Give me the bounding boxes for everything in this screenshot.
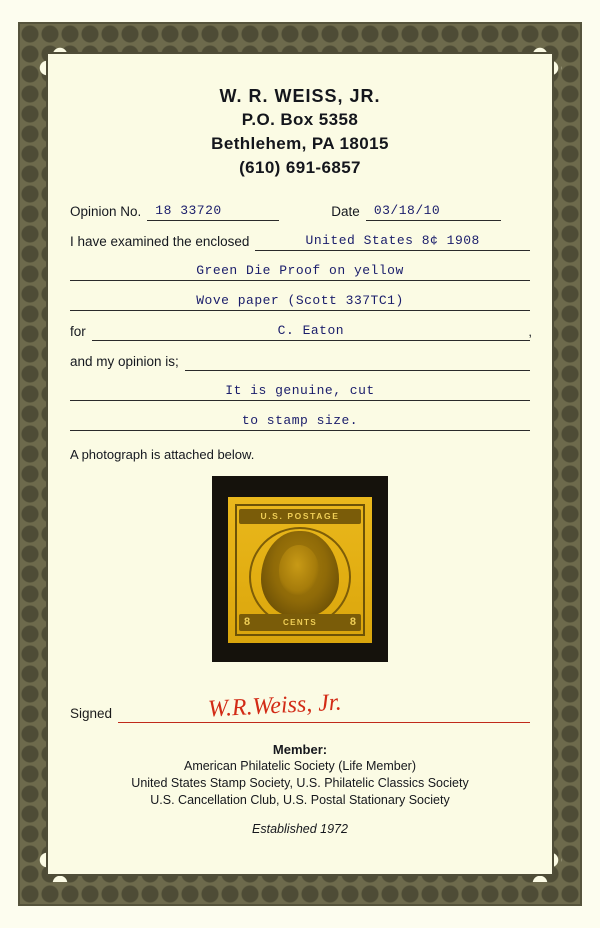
stamp-denomination-right: 8: [349, 616, 356, 628]
stamp-image: [228, 497, 372, 643]
signed-label: Signed: [70, 706, 113, 721]
opinion-field-line-1[interactable]: [70, 382, 530, 401]
opinion-field-line-2[interactable]: [70, 412, 530, 431]
opinion-row-label: [70, 352, 530, 371]
member-title: Member:: [272, 742, 328, 757]
examined-line-2-value: Green Die Proof on yellow: [196, 263, 404, 278]
opinion-label: and my opinion is;: [70, 354, 179, 369]
photograph-note: A photograph is attached below.: [70, 447, 255, 462]
expertizer-name: W. R. WEISS, JR.: [219, 86, 381, 106]
examined-line-3-value: Wove paper (Scott 337TC1): [196, 293, 404, 308]
examined-field-line-3[interactable]: [70, 292, 530, 311]
opinion-row-2: [70, 412, 530, 431]
opinion-line-2-value: to stamp size.: [241, 413, 359, 428]
stamp-denomination-left: 8: [244, 616, 251, 628]
opinion-no-label: Opinion No.: [70, 204, 142, 219]
examined-field-line-1[interactable]: [255, 232, 530, 251]
certificate-content: [48, 54, 552, 874]
for-row: [70, 322, 530, 341]
stamp-top-band: [239, 509, 361, 524]
opinion-row-1: [70, 382, 530, 401]
opinion-date-row: [70, 202, 530, 221]
for-value: C. Eaton: [277, 323, 345, 338]
examined-row-1: [70, 232, 530, 251]
date-label: Date: [331, 204, 360, 219]
examined-field-line-2[interactable]: [70, 262, 530, 281]
examined-row-2: [70, 262, 530, 281]
examined-row-3: [70, 292, 530, 311]
washington-portrait: [261, 531, 339, 617]
for-label: for: [70, 324, 86, 339]
letterhead: [70, 84, 530, 180]
membership-block: [70, 741, 530, 838]
certificate-form: [70, 202, 530, 462]
member-line-2: United States Stamp Society, U.S. Philatelic Classics Society: [131, 776, 469, 790]
city-state-zip: Bethlehem, PA 18015: [211, 134, 389, 153]
phone-number: (610) 691-6857: [239, 158, 361, 177]
opinion-no-field[interactable]: [147, 202, 279, 221]
signature-mark: W.R.Weiss, Jr.: [207, 689, 343, 723]
signature-field[interactable]: [118, 689, 530, 723]
opinion-field-line-0[interactable]: [185, 352, 530, 371]
date-value: 03/18/10: [373, 203, 441, 218]
stamp-bottom-band: [239, 614, 361, 631]
established-text: Established 1972: [252, 822, 348, 836]
opinion-no-value: 18 33720: [155, 203, 222, 218]
member-line-3: U.S. Cancellation Club, U.S. Postal Stationary Society: [150, 793, 450, 807]
for-field[interactable]: [92, 322, 530, 341]
stamp-bottom-band-text: CENTS: [282, 618, 318, 627]
po-box: P.O. Box 5358: [241, 110, 359, 129]
stamp-photograph: [212, 476, 388, 662]
stamp-top-band-text: U.S. POSTAGE: [260, 511, 340, 521]
for-trailing-comma: ,: [528, 324, 532, 339]
member-line-1: American Philatelic Society (Life Member): [183, 759, 417, 773]
examined-label: I have examined the enclosed: [70, 234, 250, 249]
examined-line-1-value: United States 8¢ 1908: [305, 233, 480, 248]
signature-row: [70, 689, 530, 723]
date-field[interactable]: [366, 202, 501, 221]
opinion-line-1-value: It is genuine, cut: [225, 383, 375, 398]
